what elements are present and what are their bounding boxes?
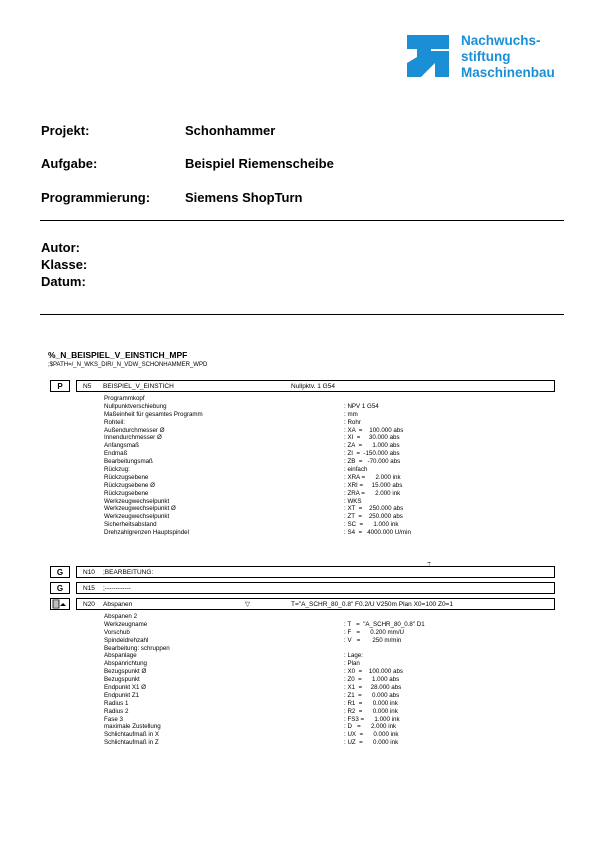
param-label: Werkzeugwechselpunkt xyxy=(104,513,170,521)
block-n5-number: N5 xyxy=(83,383,92,390)
block-n10-text: ;BEARBEITUNG: xyxy=(103,569,154,576)
param-label: Abspanen 2 xyxy=(104,613,138,620)
param-value: : T = "A_SCHR_80_0.8" D1 xyxy=(344,620,425,628)
param-value: : einfach xyxy=(344,466,368,474)
block-n20-tool-icon: ▽ xyxy=(245,601,250,608)
param-label: Drehzahlgrenzen Hauptspindel xyxy=(104,529,189,537)
param-label: Abspanrichtung xyxy=(104,660,147,668)
param-value: : D = 2.000 ink xyxy=(344,723,397,731)
param-value: : Z0 = 1.000 abs xyxy=(344,676,400,684)
param-value: : ZI = -150.000 abs xyxy=(344,450,400,458)
param-value: : V = 250 m/min xyxy=(344,636,402,644)
date-label: Datum: xyxy=(41,274,86,289)
logo-text xyxy=(461,33,555,81)
program-name: %_N_BEISPIEL_V_EINSTICH_MPF xyxy=(48,350,188,360)
param-label: Spindeldrehzahl xyxy=(104,636,149,644)
param-label: Endpunkt X1 Ø xyxy=(104,684,146,692)
param-value: : NPV 1 G54 xyxy=(344,402,379,410)
logo-line-2: stiftung xyxy=(461,49,511,64)
param-label: Maßeinheit für gesamtes Programm xyxy=(104,410,203,418)
block-n20-number: N20 xyxy=(83,601,95,608)
param-value: : ZRA = 2.000 ink xyxy=(344,489,401,497)
task-value: Beispiel Riemenscheibe xyxy=(185,156,334,171)
param-value: : ZT = 250.000 abs xyxy=(344,513,403,521)
logo-line-3: Maschinenbau xyxy=(461,65,555,80)
block-n20-text: Abspanen xyxy=(103,601,133,608)
param-label: Schlichtaufmaß in X xyxy=(104,731,160,739)
param-value: : R1 = 0.000 ink xyxy=(344,699,398,707)
param-label: Rückzugsebene Ø xyxy=(104,481,155,489)
programming-label: Programmierung: xyxy=(41,190,151,205)
author-label: Autor: xyxy=(41,240,80,255)
param-value: : UX = 0.000 ink xyxy=(344,731,399,739)
logo-line-1: Nachwuchs- xyxy=(461,33,541,48)
block-n10-icon: G xyxy=(50,566,70,578)
param-value: : UZ = 0.000 ink xyxy=(344,739,399,747)
param-label: Werkzeugname xyxy=(104,620,148,628)
param-value: : XI = 30.000 abs xyxy=(344,434,400,442)
param-label: Endpunkt Z1 xyxy=(104,691,140,699)
program-path: ;$PATH=/_N_WKS_DIR/_N_VDW_SCHONHAMMER_WPD xyxy=(48,362,208,368)
project-label: Projekt: xyxy=(41,123,90,138)
cursor-icon: ⌶ xyxy=(427,562,432,569)
param-value: : ZA = 1.000 abs xyxy=(344,442,400,450)
param-label: Rückzugsebene xyxy=(104,489,149,497)
param-value: : XRA = 2.000 ink xyxy=(344,473,401,481)
param-label: Schlichtaufmaß in Z xyxy=(104,739,159,747)
param-label: Rohteil: xyxy=(104,418,125,426)
param-value: : R2 = 0.000 ink xyxy=(344,707,398,715)
param-value: : S4 = 4000.000 U/min xyxy=(344,529,411,537)
param-label: Bezugspunkt Ø xyxy=(104,668,147,676)
param-value: : Plan xyxy=(344,660,360,668)
block-n15-number: N15 xyxy=(83,585,95,592)
param-label: Anfangsmaß xyxy=(104,442,140,450)
param-value: : ZB = -70.000 abs xyxy=(344,458,401,466)
block-n10-number: N10 xyxy=(83,569,95,576)
programming-value: Siemens ShopTurn xyxy=(185,190,303,205)
block-n5-extra: Nullpktv. 1 G54 xyxy=(291,383,335,390)
param-label: Innendurchmesser Ø xyxy=(104,434,162,442)
param-label: maximale Zustellung xyxy=(104,723,161,731)
param-value: : XRI = 15.000 abs xyxy=(344,481,403,489)
param-label: Werkzeugwechselpunkt Ø xyxy=(104,505,176,513)
block-n15-text: ;------------ xyxy=(103,585,131,592)
param-label: Abspanlage xyxy=(104,652,137,660)
param-value: : Rohr xyxy=(344,418,361,426)
param-label: Fase 3 xyxy=(104,715,123,723)
param-label: Programmkopf xyxy=(104,395,145,402)
param-value: : XT = 250.000 abs xyxy=(344,505,404,513)
logo-arrow-icon xyxy=(405,33,451,79)
param-value: : FS3 = 1.000 ink xyxy=(344,715,400,723)
param-label: Bearbeitungsmaß xyxy=(104,458,153,466)
param-value: : WKS xyxy=(344,497,362,505)
block-n15[interactable] xyxy=(76,582,555,594)
block-n15-icon: G xyxy=(50,582,70,594)
param-label: Außendurchmesser Ø xyxy=(104,426,165,434)
param-label: Sicherheitsabstand xyxy=(104,521,157,529)
project-value: Schonhammer xyxy=(185,123,276,138)
divider-bottom xyxy=(40,314,564,315)
turning-cycle-icon xyxy=(51,599,69,609)
param-value: : Lage: xyxy=(344,652,363,660)
param-value: : X0 = 100.000 abs xyxy=(344,668,403,676)
param-label: Bezugspunkt xyxy=(104,676,140,684)
param-value: : X1 = 28.000 abs xyxy=(344,684,402,692)
param-value: : mm xyxy=(344,410,358,418)
param-value: : XA = 100.000 abs xyxy=(344,426,404,434)
param-label: Endmaß xyxy=(104,450,128,458)
block-n20-icon xyxy=(50,598,70,610)
param-value: : F = 0.200 mm/U xyxy=(344,628,405,636)
block-n20[interactable] xyxy=(76,598,555,610)
param-label: Radius 1 xyxy=(104,699,129,707)
param-label: Radius 2 xyxy=(104,707,129,715)
block-n5-text: BEISPIEL_V_EINSTICH xyxy=(103,383,174,390)
param-label: Werkzeugwechselpunkt xyxy=(104,497,170,505)
param-label: Rückzug: xyxy=(104,466,130,474)
block-n10[interactable] xyxy=(76,566,555,578)
divider-top xyxy=(40,220,564,221)
param-label: Vorschub xyxy=(104,628,130,636)
block-n5-icon: P xyxy=(50,380,70,392)
task-label: Aufgabe: xyxy=(41,156,98,171)
param-label: Rückzugsebene xyxy=(104,473,149,481)
param-label: Nullpunktverschiebung xyxy=(104,402,167,410)
param-value: : SC = 1.000 ink xyxy=(344,521,399,529)
class-label: Klasse: xyxy=(41,257,88,272)
block-n5[interactable] xyxy=(76,380,555,392)
param-value: : Z1 = 0.000 abs xyxy=(344,691,400,699)
block-n20-extra: T="A_SCHR_80_0.8" F0.2/U V250m Plan X0=100 Z0=1 xyxy=(291,601,453,608)
param-label: Bearbeitung: schruppen xyxy=(104,644,170,652)
